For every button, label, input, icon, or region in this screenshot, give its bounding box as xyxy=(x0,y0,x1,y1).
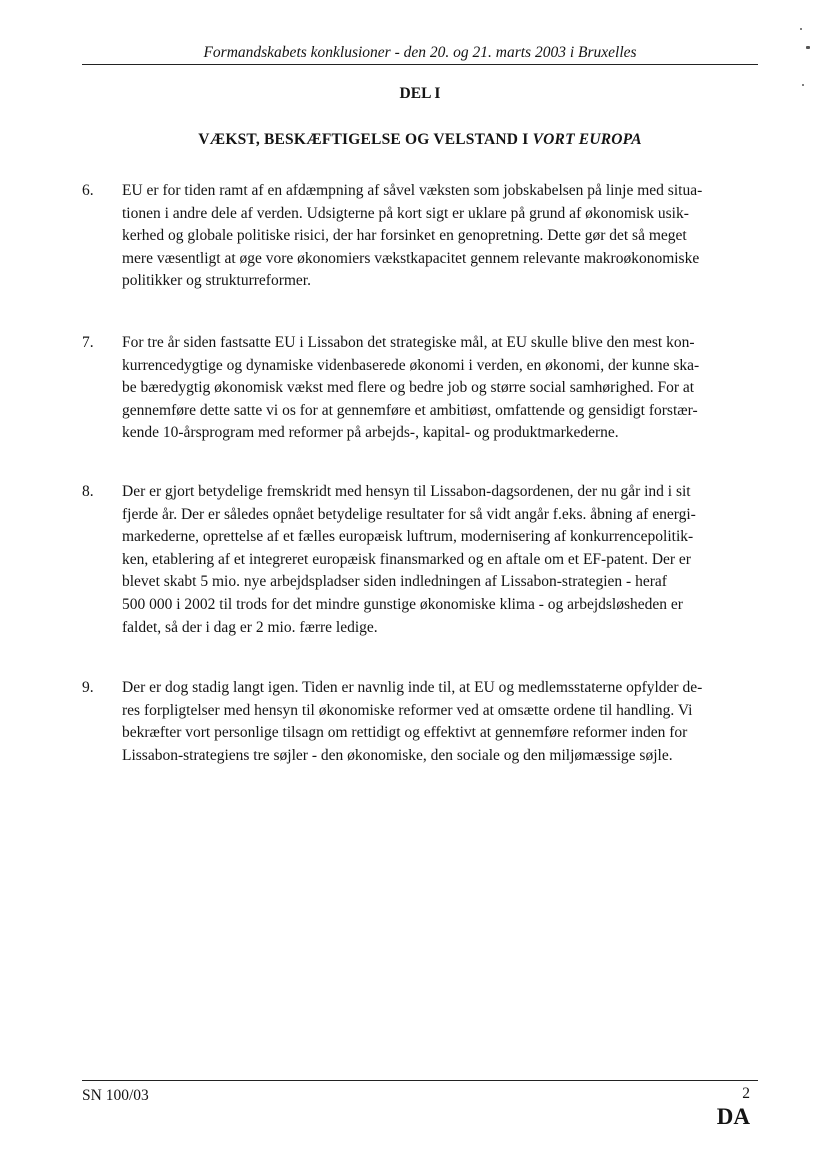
text-line: politikker og strukturreformer. xyxy=(122,272,311,290)
text-line: kurrencedygtige og dynamiske videnbaserede økonomi i verden, en økonomi, der kunne ska- xyxy=(122,356,700,374)
paragraph-number: 8. xyxy=(82,483,94,500)
paragraph-text xyxy=(122,332,758,445)
text-line: fjerde år. Der er således opnået betydelige resultater for så vidt angår f.eks. åbning af energi- xyxy=(122,505,696,523)
footer-divider xyxy=(82,1080,758,1081)
text-line: Der er gjort betydelige fremskridt med hensyn til Lissabon-dagsordenen, der nu går ind i sit xyxy=(122,483,691,500)
paragraph-text xyxy=(122,180,758,293)
running-header: Formandskabets konklusioner - den 20. og 21. marts 2003 i Bruxelles xyxy=(203,44,637,61)
paragraph-number: 7. xyxy=(82,334,94,351)
text-line: kerhed og globale politiske risici, der har forsinket en genopretning. Dette gør det så meget xyxy=(122,227,687,245)
page-number: 2 xyxy=(742,1085,750,1102)
paragraph-number: 6. xyxy=(82,182,94,199)
text-line: res forpligtelser med hensyn til økonomiske reformer ved at omsætte ordene til handling. Vi xyxy=(122,701,693,719)
text-line: EU er for tiden ramt af en afdæmpning af såvel væksten som jobskabelsen på linje med situa- xyxy=(122,182,703,199)
text-line: ken, etablering af et integreret europæisk finansmarked og en aftale om et EF-patent. Der er xyxy=(122,550,691,568)
scan-speck xyxy=(802,84,804,86)
text-line: mere væsentligt at øge vore økonomiers vækstkapacitet gennem relevante makroøkonomiske xyxy=(122,249,700,267)
language-code: DA xyxy=(716,1104,750,1129)
text-line: be bæredygtig økonomisk vækst med flere og bedre job og større social samhørighed. For at xyxy=(122,379,695,397)
text-line: blevet skabt 5 mio. nye arbejdspladser siden indledningen af Lissabon-strategien - heraf xyxy=(122,573,667,591)
scan-speck xyxy=(800,28,802,30)
section-title-main: VÆKST, BESKÆFTIGELSE OG VELSTAND I xyxy=(198,131,533,148)
text-line: gennemføre dette satte vi os for at gennemføre et ambitiøst, omfattende og gensidigt forstær- xyxy=(122,401,698,419)
part-title: DEL I xyxy=(399,85,441,102)
text-line: For tre år siden fastsatte EU i Lissabon det strategiske mål, at EU skulle blive den mest kon- xyxy=(122,334,695,351)
text-line: 500 000 i 2002 til trods for det mindre gunstige økonomiske klima - og arbejdsløsheden er xyxy=(122,595,683,613)
text-line: Der er dog stadig langt igen. Tiden er navnlig inde til, at EU og medlemsstaterne opfylder de- xyxy=(122,679,703,696)
section-title xyxy=(82,131,758,149)
text-line: faldet, så der i dag er 2 mio. færre ledige. xyxy=(122,618,378,636)
document-reference: SN 100/03 xyxy=(82,1087,149,1104)
paragraph-text xyxy=(122,481,758,639)
text-line: bekræfter vort personlige tilsagn om rettidigt og effektivt at gennemføre reformer inden for xyxy=(122,724,688,742)
scan-speck xyxy=(806,46,810,49)
paragraph-text xyxy=(122,677,758,767)
text-line: Lissabon-strategiens tre søjler - den økonomiske, den sociale og den miljømæssige søjle. xyxy=(122,746,673,764)
paragraph-number: 9. xyxy=(82,679,94,696)
text-line: markederne, oprettelse af et fælles europæisk luftrum, modernisering af konkurrencepolitik- xyxy=(122,528,694,546)
text-line: tionen i andre dele af verden. Udsigterne på kort sigt er uklare på grund af økonomisk usik- xyxy=(122,204,689,222)
text-line: kende 10-årsprogram med reformer på arbejds-, kapital- og produktmarkederne. xyxy=(122,424,619,442)
section-title-italic: VORT EUROPA xyxy=(532,131,642,148)
header-divider xyxy=(82,64,758,65)
